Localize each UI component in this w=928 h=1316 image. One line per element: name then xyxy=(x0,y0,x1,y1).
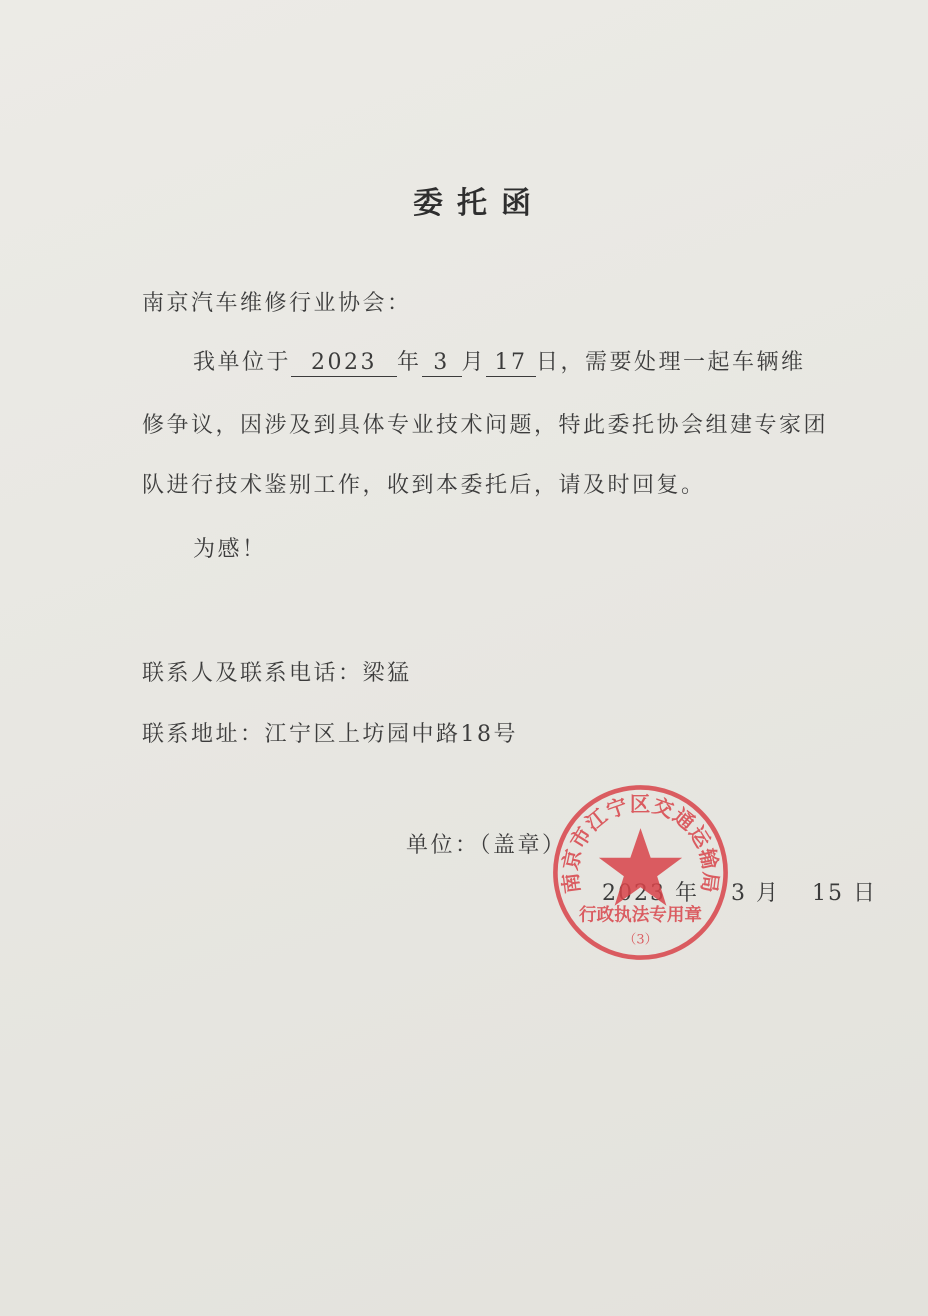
contact-person-line xyxy=(142,656,412,687)
closing-text: 为感！ xyxy=(193,537,267,562)
body-line-3: 队进行技术鉴别工作，收到本委托后，请及时回复。 xyxy=(142,473,706,498)
request-year: 2023 xyxy=(291,350,397,377)
body-line-1 xyxy=(193,345,806,377)
official-seal xyxy=(548,780,733,965)
seal-number: （3） xyxy=(623,932,658,948)
request-month-unit: 月 xyxy=(461,350,487,375)
signature-day: 15 xyxy=(812,881,845,906)
request-day: 17 xyxy=(486,350,536,377)
contact-person: 梁猛 xyxy=(362,661,412,686)
request-year-unit: 年 xyxy=(397,350,422,375)
signature-year-unit: 年 xyxy=(675,881,700,906)
request-day-unit: 日，需要处理一起车辆维 xyxy=(536,350,806,375)
unit-seal-label: 单位：（盖章） xyxy=(406,833,567,858)
signature-day-unit: 日 xyxy=(853,881,878,906)
star-icon xyxy=(599,828,682,906)
body-line-2: 修争议，因涉及到具体专业技术问题，特此委托协会组建专家团 xyxy=(142,413,829,438)
seal-inner-text: 行政执法专用章 xyxy=(579,905,702,926)
body-intro: 我单位于 xyxy=(193,350,292,375)
contact-address: 江宁区上坊园中路18号 xyxy=(264,722,519,747)
contact-address-label: 联系地址： xyxy=(142,722,265,747)
document-title: 委托函 xyxy=(413,186,545,221)
request-month: 3 xyxy=(422,350,462,377)
contact-person-label: 联系人及联系电话： xyxy=(142,661,363,686)
signature-month: 3 xyxy=(731,881,748,906)
contact-address-line xyxy=(142,717,518,748)
seal-outer-text-path: 南京市江宁区交通运输局 xyxy=(557,792,724,895)
recipient-line: 南京汽车维修行业协会： xyxy=(142,291,412,316)
signature-month-unit: 月 xyxy=(756,881,781,906)
signature-year: 2023 xyxy=(602,881,666,906)
